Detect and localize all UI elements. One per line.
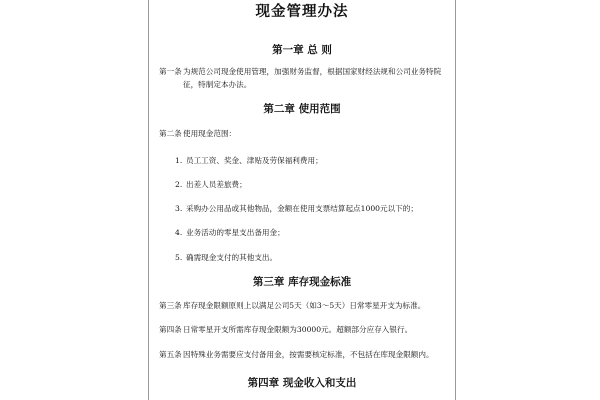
article-5 [159,349,434,362]
article-label: 第二条 [159,129,182,138]
article-text: 日常零星开支所需库存现金限额为30000元。超额部分应存入银行。 [183,325,413,334]
list-item-text: 业务活动的零星支出备用金； [186,228,285,237]
article-text-continued: 征，特制定本办法。 [183,79,252,89]
list-item [175,252,277,264]
article-text: 使用现金范围： [183,129,237,138]
chapter-heading-1: 第一章 总 则 [272,44,332,56]
article-label: 第五条 [159,350,182,359]
list-item-text: 采购办公用品或其他物品，金额在使用支票结算起点1000元以下的； [186,204,418,213]
list-item-number: 4. [175,228,183,237]
article-label: 第三条 [159,301,182,310]
article-4 [159,324,412,337]
list-item [175,227,285,239]
list-item-number: 3. [175,204,183,213]
article-2 [159,128,236,141]
chapter-heading-4: 第四章 现金收入和支出 [247,377,357,389]
list-item-number: 5. [175,253,183,262]
document-page [148,0,456,400]
list-item-text: 员工工资、奖金、津贴及劳保福利费用； [186,156,323,165]
document-title: 现金管理办法 [255,3,349,20]
article-text: 因特殊业务需要应支付备用金，按需要核定标准，不包括在库现金限额内。 [183,350,434,359]
article-text: 库存现金限额原则上以满足公司5天（如3～5天）日常零星开支为标准。 [183,301,426,310]
article-text: 为规范公司现金使用管理，加强财务监督，根据国家财经法规和公司业务特院 [183,67,442,76]
list-item [175,155,323,167]
article-3 [159,300,425,313]
list-item-number: 2. [175,180,183,189]
list-item [175,179,247,191]
article-label: 第一条 [159,67,182,76]
list-item-text: 确需现金支付的其他支出。 [186,253,278,262]
article-1 [159,66,449,91]
list-item-number: 1. [175,156,183,165]
chapter-heading-2: 第二章 使用范围 [263,103,341,115]
list-item [175,203,418,215]
article-label: 第四条 [159,325,182,334]
list-item-text: 出差人员差旅费； [186,180,247,189]
chapter-heading-3: 第三章 库存现金标准 [252,276,352,288]
